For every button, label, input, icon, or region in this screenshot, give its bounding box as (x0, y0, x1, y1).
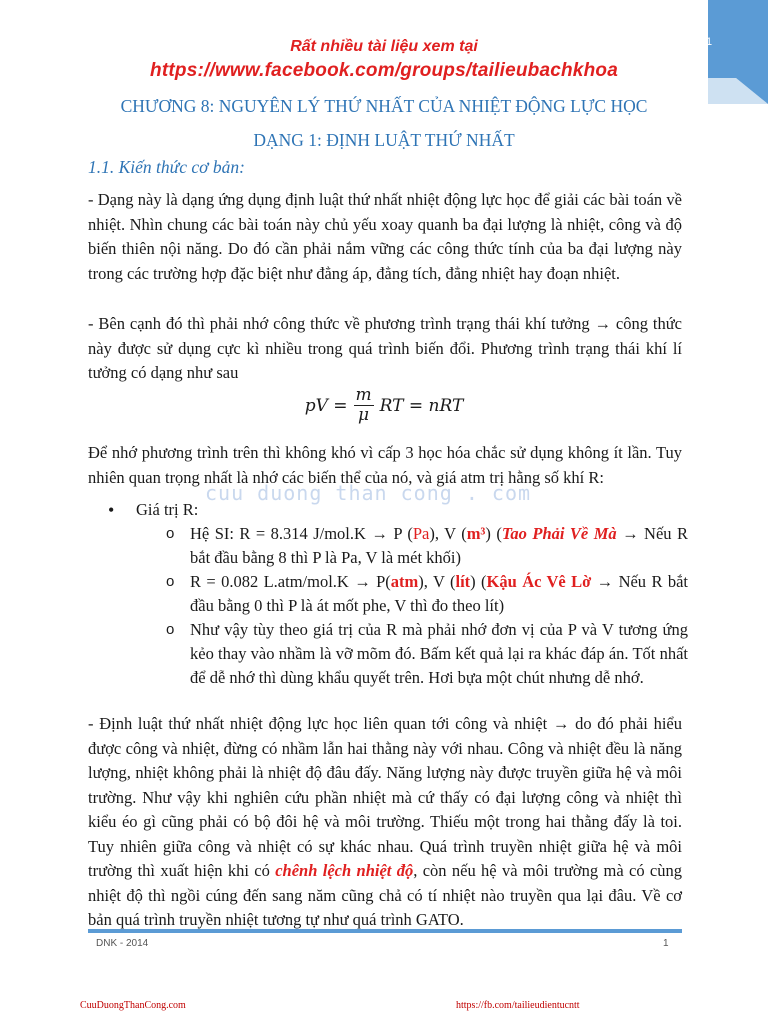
text-run: ), V ( (418, 572, 456, 591)
unit-m3: m³ (466, 524, 486, 543)
chapter-title: CHƯƠNG 8: NGUYÊN LÝ THỨ NHẤT CỦA NHIỆT ĐỘNG LỰC HỌC (120, 96, 648, 116)
source-link-left[interactable]: CuuDuongThanCong.com (80, 1000, 186, 1011)
watermark: cuu duong than cong . com (205, 481, 532, 505)
text-run: → Nếu R bắt đầu bằng 0 thì P là át mốt phe, V thì đo theo lít) (190, 572, 688, 615)
r-values-list (108, 498, 688, 690)
equation-lhs: pV = (304, 395, 348, 416)
equation-denominator: μ (358, 405, 370, 425)
unit-pa: Pa (412, 524, 430, 543)
sub-item-atm (166, 570, 688, 618)
bullet-label: Giá trị R: (136, 500, 199, 519)
equation-rhs: RT = nRT (379, 395, 464, 416)
list-item (108, 498, 688, 690)
footer-rule (88, 929, 682, 933)
text-run: → Nếu R bắt đầu bằng 8 thì P là Pa, V là mét khối) (190, 524, 688, 567)
sub-item-note: o Như vậy tùy theo giá trị của R mà phải nhớ đơn vị của P và V tương ứng kẻo thay vào nhầm là vỡ mõm đó. Bấm kết quả lại ra khác đáp án. Tốt nhất để dễ nhớ thì dùng khẩu quyết trên. Hơi bựa một chút nhưng dễ nhớ. (166, 618, 688, 690)
paragraph-2: - Bên cạnh đó thì phải nhớ công thức về phương trình trạng thái khí tưởng → công thức này được sử dụng cực kì nhiều trong quá trình biến đổi. Phương trình trạng thái khí lí tưởng có dạng như sau (88, 314, 682, 382)
source-link-right[interactable]: https://fb.com/tailieudientucntt (456, 1000, 580, 1011)
text-run: R = 0.082 L.atm/mol.K → P( (190, 572, 391, 591)
banner-link[interactable]: https://www.facebook.com/groups/tailieubachkhoa (150, 60, 618, 81)
mnemonic-atm: Kậu Ác Vê Lờ (486, 572, 592, 591)
paragraph-1: - Dạng này là dạng ứng dụng định luật thứ nhất nhiệt động lực học để giải các bài toán về nhiệt. Nhìn chung các bài toán này chủ yếu xoay quanh ba đại lượng là nhiệt, công và độ biến thiên nội năng. Do đó cần phải nắm vững các công thức tính của ba đại lượng này trong các trường hợp đặc biệt như đẳng áp, đẳng tích, đẳng nhiệt hay đoạn nhiệt. (88, 190, 682, 283)
text-run: - Định luật thứ nhất nhiệt động lực học liên quan tới công và nhiệt → do đó phải hiểu được công và nhiệt, đừng có nhầm lẫn hai thằng này với nhau. Công và nhiệt đều là năng lượng, nhiệt không phải là nhiệt độ đâu đấy. Năng lượng này được truyền giữa hệ và môi trường. Như vậy khi nghiên cứu phần nhiệt mà cứ thấy có đại lượng công và nhiệt thì kiểu éo gì cũng phải có bộ đôi hệ và môi trường. Thiếu một trong hai thằng đấy là toi. Tuy nhiên giữa công và nhiệt có sự khác nhau. Quá trình truyền nhiệt giữa hệ và môi trường thì xuất hiện khi có (88, 714, 682, 880)
sub-list (136, 522, 688, 690)
footer-author: DNK - 2014 (96, 938, 149, 949)
ideal-gas-equation (0, 386, 768, 425)
paragraph-4 (88, 712, 682, 933)
sub-item-si (166, 522, 688, 570)
mnemonic-si: Tao Phải Về Mà (501, 524, 617, 543)
text-run: ), V ( (429, 524, 467, 543)
page-number: 1 (706, 36, 713, 48)
banner-line-1: Rất nhiều tài liệu xem tại (290, 38, 478, 55)
section-title: DẠNG 1: ĐỊNH LUẬT THỨ NHẤT (253, 130, 515, 150)
text-run: ) ( (485, 524, 502, 543)
text-run: ) ( (470, 572, 487, 591)
promo-banner (0, 36, 768, 84)
equation-fraction (354, 386, 374, 425)
subsection-title: 1.1. Kiến thức cơ bản: (88, 157, 245, 177)
text-run: , còn nếu hệ và môi trường mà có cùng nhiệt độ thì ngồi cúng đến sang năm cũng chả có tí nhiệt nào truyền qua lại đâu. Về cơ bản quá trình truyền nhiệt tương tự như quá trình GATO. (88, 861, 682, 929)
footer-page-number: 1 (663, 938, 669, 949)
highlight-temperature-difference: chênh lệch nhiệt độ (275, 861, 414, 880)
text-run: Hệ SI: R = 8.314 J/mol.K → P ( (190, 524, 413, 543)
unit-atm: atm (390, 572, 419, 591)
paragraph-3: Để nhớ phương trình trên thì không khó vì cấp 3 học hóa chắc sử dụng không ít lần. Tuy nhiên quan trọng nhất là nhớ các biến thể của nó, và giá atm trị hằng số khí R: (88, 443, 682, 487)
unit-lit: lít (455, 572, 471, 591)
equation-numerator: m (355, 385, 372, 405)
